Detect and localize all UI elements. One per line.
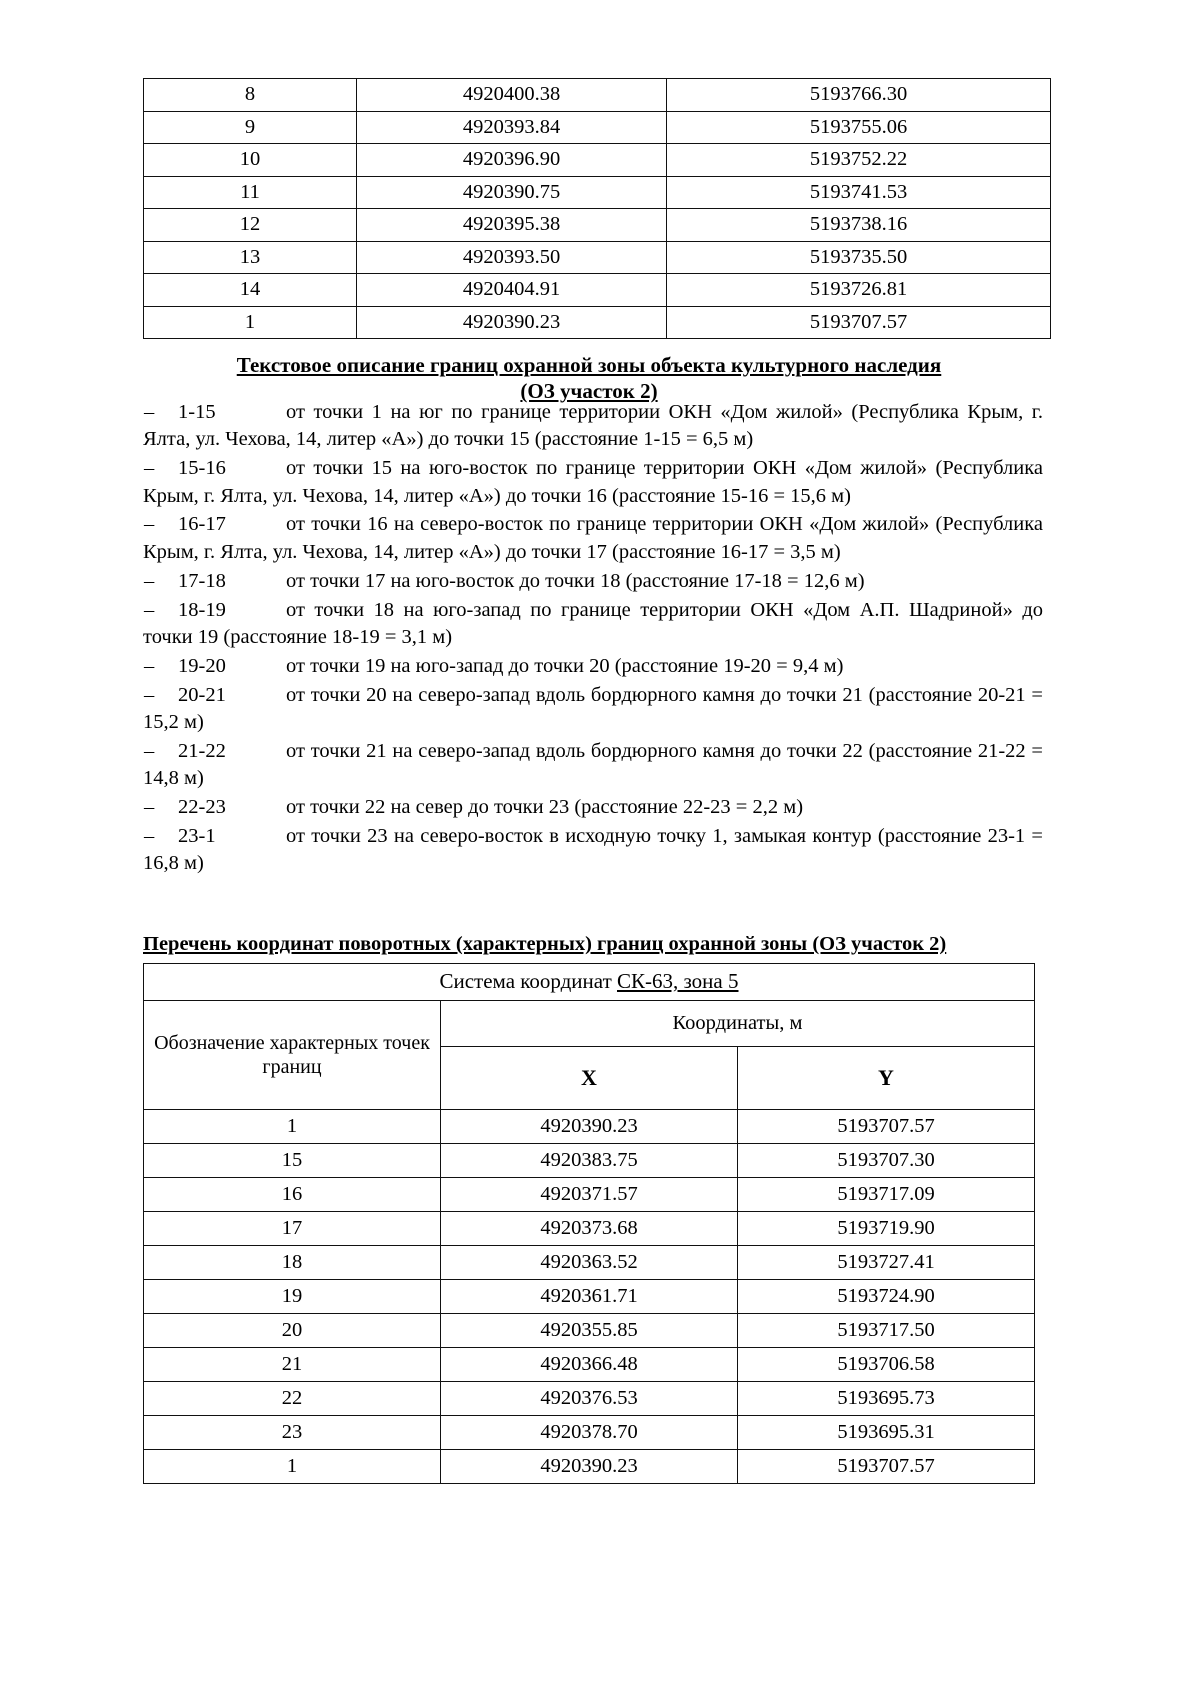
- description-item: [143, 399, 1043, 454]
- cell-coordinate-y: 5193719.90: [738, 1212, 1035, 1246]
- cell-point-number: 1: [144, 1110, 441, 1144]
- section-heading-coordinates-list: [143, 932, 1043, 958]
- description-item: [143, 738, 1043, 793]
- coordinate-system-row: [144, 964, 1035, 1001]
- cell-coordinate-x: 4920393.50: [357, 241, 667, 274]
- segment-description: от точки 23 на северо-восток в исходную точку 1, замыкая контур (расстояние 23-1 = 16,8 м): [143, 824, 1043, 875]
- cell-coordinate-x: 4920404.91: [357, 274, 667, 307]
- table-row: [144, 111, 1051, 144]
- section-heading-text-description: [143, 352, 1035, 405]
- cell-coordinate-x: 4920393.84: [357, 111, 667, 144]
- table-row: [144, 1110, 1035, 1144]
- coordinate-system-value: СК-63, зона 5: [617, 969, 739, 994]
- header-point-label: Обозначение характерных точек границ: [144, 1001, 441, 1110]
- list-lead: [143, 511, 286, 538]
- table-row: [144, 79, 1051, 112]
- segment-label: 20-21: [178, 683, 226, 706]
- cell-coordinate-y: 5193738.16: [667, 209, 1051, 242]
- cell-point-number: 17: [144, 1212, 441, 1246]
- cell-coordinate-x: 4920383.75: [441, 1144, 738, 1178]
- list-lead: [143, 653, 286, 680]
- description-item: [143, 653, 1043, 680]
- segment-description: от точки 21 на северо-запад вдоль бордюрного камня до точки 22 (расстояние 21-22 = 14,8 м): [143, 739, 1043, 790]
- segment-label: 23-1: [178, 824, 216, 847]
- cell-coordinate-y: 5193707.57: [667, 306, 1051, 339]
- cell-coordinate-x: 4920396.90: [357, 144, 667, 177]
- segment-description: от точки 22 на север до точки 23 (расстояние 22-23 = 2,2 м): [286, 796, 804, 819]
- description-item: [143, 794, 1043, 821]
- heading-line-1: Текстовое описание границ охранной зоны объекта культурного наследия: [236, 353, 942, 377]
- cell-point-number: 1: [144, 306, 357, 339]
- cell-point-number: 18: [144, 1246, 441, 1280]
- cell-point-number: 13: [144, 241, 357, 274]
- list-lead: [143, 823, 286, 850]
- cell-coordinate-y: 5193755.06: [667, 111, 1051, 144]
- header-y: Y: [738, 1046, 1035, 1109]
- cell-coordinate-y: 5193727.41: [738, 1246, 1035, 1280]
- boundary-description-list: [143, 399, 1043, 879]
- table-body: [144, 1110, 1035, 1484]
- list-lead: [143, 455, 286, 482]
- cell-coordinate-x: 4920390.23: [441, 1110, 738, 1144]
- cell-coordinate-y: 5193707.57: [738, 1110, 1035, 1144]
- table-row: [144, 1314, 1035, 1348]
- table-row: [144, 241, 1051, 274]
- list-dash-marker: –: [144, 598, 155, 621]
- segment-description: от точки 15 на юго-восток по границе территории ОКН «Дом жилой» (Республика Крым, г. Ялта, ул. Чехова, 14, литер «А») до точки 16 (расстояние 15-16 = 15,6 м): [143, 457, 1043, 507]
- segment-label: 18-19: [178, 598, 226, 621]
- list-dash-marker: –: [144, 739, 155, 762]
- list-dash-marker: –: [144, 796, 155, 819]
- list-lead: [143, 399, 286, 426]
- segment-label: 17-18: [178, 569, 226, 592]
- header-row-1: [144, 1001, 1035, 1047]
- table-row: [144, 1178, 1035, 1212]
- cell-point-number: 21: [144, 1348, 441, 1382]
- table-head: [144, 964, 1035, 1110]
- cell-point-number: 11: [144, 176, 357, 209]
- list-dash-marker: –: [144, 824, 155, 847]
- cell-point-number: 9: [144, 111, 357, 144]
- table-row: [144, 1144, 1035, 1178]
- segment-description: от точки 19 на юго-запад до точки 20 (расстояние 19-20 = 9,4 м): [286, 654, 844, 677]
- cell-coordinate-y: 5193735.50: [667, 241, 1051, 274]
- table-row: [144, 1382, 1035, 1416]
- table-row: [144, 306, 1051, 339]
- cell-coordinate-y: 5193726.81: [667, 274, 1051, 307]
- cell-coordinate-y: 5193695.31: [738, 1416, 1035, 1450]
- segment-description: от точки 16 на северо-восток по границе территории ОКН «Дом жилой» (Республика Крым, г. Ялта, ул. Чехова, 14, литер «А») до точки 17 (расстояние 16-17 = 3,5 м): [143, 513, 1043, 563]
- header-x: X: [441, 1046, 738, 1109]
- description-item: [143, 455, 1043, 510]
- cell-coordinate-y: 5193741.53: [667, 176, 1051, 209]
- list-dash-marker: –: [144, 457, 155, 480]
- segment-description: от точки 1 на юг по границе территории ОКН «Дом жилой» (Республика Крым, г. Ялта, ул. Чехова, 14, литер «А») до точки 15 (расстояние 1-15 = 6,5 м): [143, 401, 1043, 451]
- coordinate-system-cell: [144, 964, 1035, 1001]
- cell-point-number: 1: [144, 1450, 441, 1484]
- description-item: [143, 823, 1043, 878]
- list-dash-marker: –: [144, 683, 155, 706]
- cell-coordinate-y: 5193707.30: [738, 1144, 1035, 1178]
- coordinate-system-prefix: Система координат: [439, 969, 617, 994]
- list-dash-marker: –: [144, 513, 155, 536]
- cell-point-number: 22: [144, 1382, 441, 1416]
- segment-description: от точки 17 на юго-восток до точки 18 (расстояние 17-18 = 12,6 м): [286, 569, 865, 592]
- list-dash-marker: –: [144, 569, 155, 592]
- description-item: [143, 597, 1043, 652]
- table-row: [144, 144, 1051, 177]
- cell-coordinate-y: 5193706.58: [738, 1348, 1035, 1382]
- header-coordinates-label: Координаты, м: [441, 1001, 1035, 1047]
- list-lead: [143, 794, 286, 821]
- cell-coordinate-x: 4920373.68: [441, 1212, 738, 1246]
- list-lead: [143, 682, 286, 709]
- segment-label: 1-15: [178, 401, 216, 423]
- cell-coordinate-y: 5193717.09: [738, 1178, 1035, 1212]
- table-row: [144, 1416, 1035, 1450]
- coordinates-table-continued: [143, 78, 1051, 339]
- table-row: [144, 1212, 1035, 1246]
- cell-point-number: 19: [144, 1280, 441, 1314]
- description-item: [143, 511, 1043, 566]
- coordinates-table-oz-2: [143, 963, 1035, 1484]
- cell-point-number: 8: [144, 79, 357, 112]
- list-lead: [143, 568, 286, 595]
- table-row: [144, 274, 1051, 307]
- cell-coordinate-x: 4920363.52: [441, 1246, 738, 1280]
- segment-label: 15-16: [178, 457, 226, 480]
- cell-coordinate-x: 4920366.48: [441, 1348, 738, 1382]
- cell-point-number: 15: [144, 1144, 441, 1178]
- cell-coordinate-x: 4920371.57: [441, 1178, 738, 1212]
- table-row: [144, 1450, 1035, 1484]
- segment-label: 21-22: [178, 739, 226, 762]
- description-item: [143, 682, 1043, 737]
- table-row: [144, 176, 1051, 209]
- cell-point-number: 16: [144, 1178, 441, 1212]
- list-lead: [143, 597, 286, 624]
- cell-coordinate-y: 5193717.50: [738, 1314, 1035, 1348]
- cell-point-number: 12: [144, 209, 357, 242]
- cell-coordinate-x: 4920390.23: [357, 306, 667, 339]
- cell-point-number: 10: [144, 144, 357, 177]
- list-dash-marker: –: [144, 654, 155, 677]
- segment-label: 22-23: [178, 796, 226, 819]
- table-row: [144, 1280, 1035, 1314]
- description-item: [143, 568, 1043, 595]
- table-body: [144, 79, 1051, 339]
- cell-point-number: 23: [144, 1416, 441, 1450]
- table-row: [144, 1246, 1035, 1280]
- cell-coordinate-x: 4920390.75: [357, 176, 667, 209]
- heading-line-2: (ОЗ участок 2): [520, 379, 658, 404]
- cell-coordinate-y: 5193766.30: [667, 79, 1051, 112]
- segment-label: 16-17: [178, 513, 226, 536]
- cell-point-number: 14: [144, 274, 357, 307]
- cell-coordinate-x: 4920355.85: [441, 1314, 738, 1348]
- table-row: [144, 1348, 1035, 1382]
- cell-coordinate-y: 5193695.73: [738, 1382, 1035, 1416]
- cell-coordinate-x: 4920400.38: [357, 79, 667, 112]
- cell-coordinate-x: 4920378.70: [441, 1416, 738, 1450]
- cell-point-number: 20: [144, 1314, 441, 1348]
- cell-coordinate-y: 5193707.57: [738, 1450, 1035, 1484]
- heading-2-label: Перечень координат поворотных (характерных) границ охранной зоны (ОЗ участок 2): [143, 933, 947, 955]
- cell-coordinate-x: 4920390.23: [441, 1450, 738, 1484]
- segment-description: от точки 20 на северо-запад вдоль бордюрного камня до точки 21 (расстояние 20-21 = 15,2 м): [143, 683, 1043, 733]
- table-row: [144, 209, 1051, 242]
- list-dash-marker: –: [144, 401, 155, 423]
- cell-coordinate-x: 4920376.53: [441, 1382, 738, 1416]
- segment-description: от точки 18 на юго-запад по границе территории ОКН «Дом А.П. Шадриной» до точки 19 (расстояние 18-19 = 3,1 м): [143, 598, 1043, 648]
- list-lead: [143, 738, 286, 765]
- segment-label: 19-20: [178, 654, 226, 677]
- cell-coordinate-x: 4920361.71: [441, 1280, 738, 1314]
- cell-coordinate-y: 5193752.22: [667, 144, 1051, 177]
- cell-coordinate-x: 4920395.38: [357, 209, 667, 242]
- cell-coordinate-y: 5193724.90: [738, 1280, 1035, 1314]
